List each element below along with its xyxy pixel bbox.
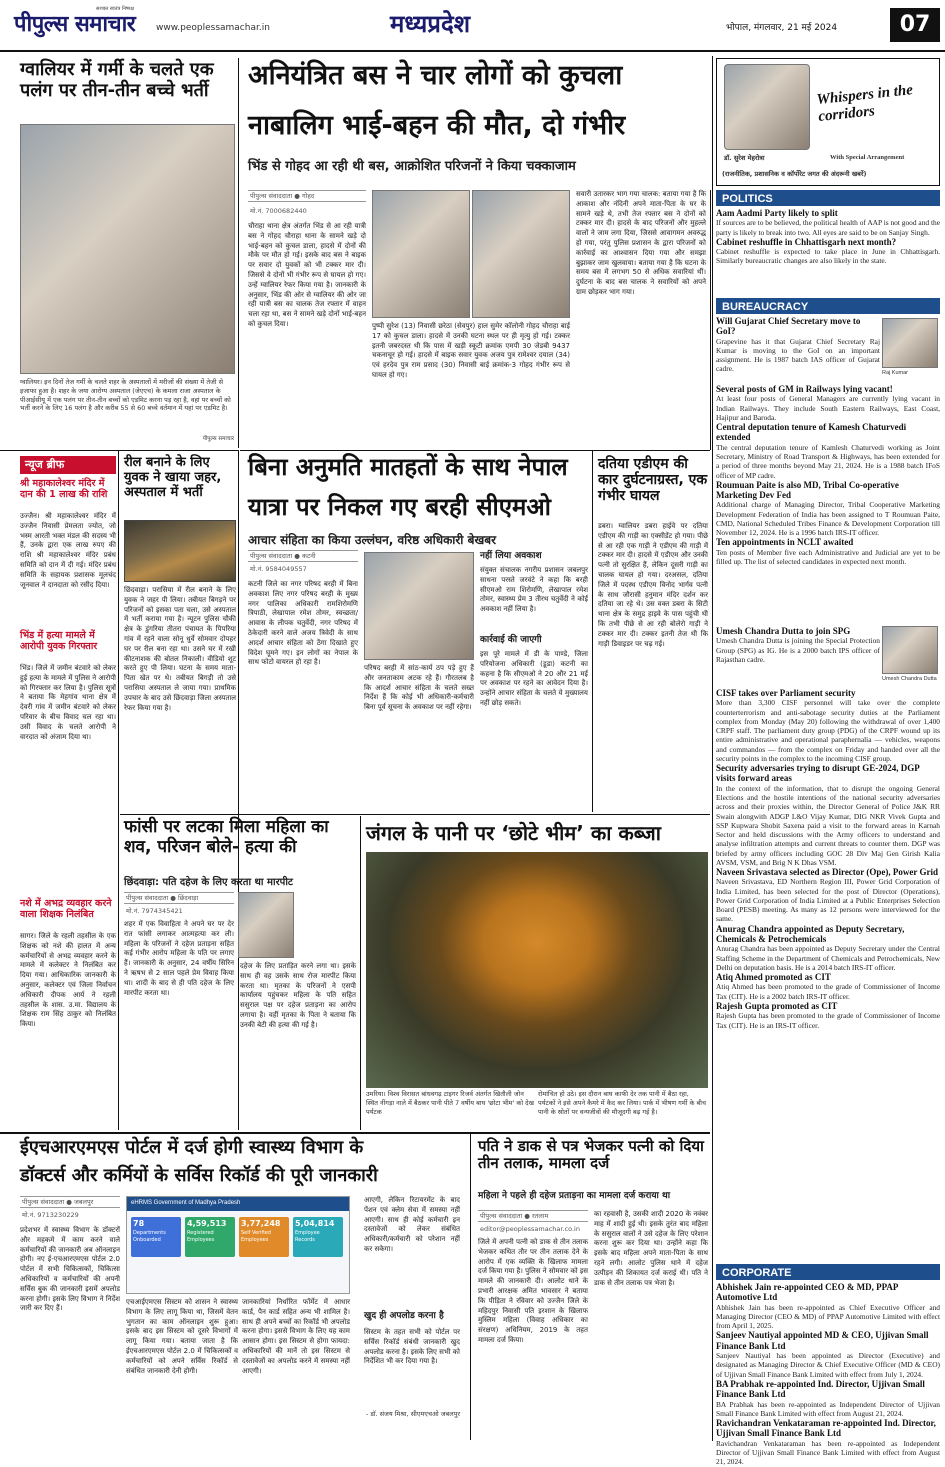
tiger-photo (366, 852, 708, 1088)
reel-headline: रील बनाने के लिए युवक ने खाया जहर, अस्पताल में भर्ती (124, 455, 222, 500)
corporate-body: Sanjeev Nautiyal has been appointed as Director (Executive) and designated as Managing Director & Chief Executive Officer (MD & CEO) of Ujjivan Small Finance Bank Limited with effect from July 1, 2024. (716, 1351, 940, 1379)
masthead-url[interactable]: www.peoplessamachar.in (156, 23, 270, 33)
columnist-name: डॉ. सुरेश मेहरोत्रा (724, 154, 765, 162)
column-divider (238, 450, 239, 1130)
corporate-body: Ravichandran Venkataraman has been re-appointed as Independent Director of Ujjivan Small Finance Bank Limited with effect from August 21, 2024. (716, 1438, 940, 1467)
column-divider (592, 450, 593, 812)
section-rule (0, 1132, 710, 1134)
ehrms-body-col4: आएगी, लेकिन रिटायरमेंट के बाद पेंशन एवं क्लेम सेवा में समस्या नहीं आएगी। साथ ही कोई कर्मचारी इन दस्तावेजों को लेकर संबंधित अधिकारी/कर्मचारी को परेशान नहीं कर सकेगा। (364, 1196, 460, 1253)
bureaucracy-headline: Central deputation tenure of Kamesh Chaturvedi extended (716, 422, 907, 443)
bureaucracy-list-a (716, 384, 940, 624)
section-rule (0, 450, 238, 451)
tiger-headline: जंगल के पानी पर ‘छोटे भीम’ का कब्जा (366, 821, 661, 845)
ehrms-card-value: 5,04,814 (295, 1219, 335, 1228)
ehrms-callout-sign: - डॉ. संजय मिश्रा, सीएमएचओ जबलपुर (365, 1410, 460, 1418)
gwalior-headline: ग्वालियर में गर्मी के चलते एक पलंग पर तीन-तीन बच्चे भर्ती (20, 59, 214, 101)
tiger-caption-left: उमरिया। विश्व विरासत बांधवगढ़ टाइगर रिजर्व अंतर्गत खितौली जोन स्थित नींगड़ा नाले में बैठकर पानी पीते 7 वर्षीय बाघ 'छोटा भीम' को देख पर्यटक (366, 1090, 534, 1116)
bureaucracy-headline: Umesh Chandra Dutta to join SPG (716, 626, 851, 636)
umesh-dutta-photo (882, 626, 938, 674)
hanging-byline: पीपुल्स संवाददाता ● छिंदवाड़ा (124, 892, 234, 904)
corporate-body: Abhishek Jain has been re-appointed as Chief Executive Officer and Managing Director (CEO & MD) of PPAP Automotive Limited with effect from April 1, 2025. (716, 1302, 940, 1331)
reel-hospital-photo (124, 520, 236, 582)
nepal-box-body-2: इस पूरे मामले में डी के पाण्डे, जिला परियोजना अधिकारी (डूडा) कटनी का कहना है कि सीएमओ ने 20 और 21 मई पर अवकाश पर रहने का आवेदन दिया है। उन्होंने आचार संहिता के चलते ये मुख्यालय नहीं छोड़ सकते। (480, 650, 588, 707)
politics-body: Cabinet reshuffle is expected to take place in June in Chhattisgarh. Similarly bureaucratic changes are also likely in the state. (716, 247, 940, 266)
bus-photo-caption: पुष्पी सुरेश (13) निवासी छरेठा (सेवपुर) हाल सुमेर कॉलोनी गोहद चौराहा बाई 17 को कुचल डाला। हादसे में उनकी घटना स्थल पर ही मृत्यु हो गई। टक्कर इतनी जबरदस्त थी कि पास में खड़ी स्कूटी क्रमांक एमपी 30 जेडबी 9437 चकनाचूर हो गई। हादसे में बाइक सवार युवक अजय पुत्र रामेश्वर दयाल (34) एवं हरदेव पुत्र राम प्रसाद (30) निवासी बाई क्रमांक-3 गोहद गंभीर रूप से घायल हो गए। (372, 322, 570, 379)
corporate-headline: Abhishek Jain re-appointed CEO & MD, PPAP Automotive Ltd (716, 1282, 898, 1303)
tiger-caption-right: रोमांचित हो उठे। इस दौरान बाघ काफी देर तक पानी में बैठा रहा, पर्यटकों ने इसे अपने कैमरे में कैद कर लिया। पार्क में भीषण गर्मी के बीच पानी के स्रोतों पर वन्यजीवों की मौजूदगी बढ़ गई है। (538, 1090, 707, 1116)
bureaucracy-body: The central deputation tenure of Kamlesh Chaturvedi working as Joint Secretary, Ministry of Road Transport & Highways, has been extended for a period of three months beyond May 21, 2024. He is a 1988 batch IFoS officer of MP cadre. (716, 442, 940, 480)
brief-body-2: भिंड। जिले में जमीन बंटवारे को लेकर हुई हत्या के मामले में पुलिस ने आरोपी को गिरफ्तार कर लिया है। पुलिस सूत्रों ने बताया कि मेहगांव थाना क्षेत्र में देवरी गांव में जमीन बंटवारे को लेकर परिवार के बीच विवाद चल रहा था। उसी विवाद के चलते आरोपी ने वारदात को अंजाम दिया था। (20, 664, 116, 741)
whispers-title: Whispers in the corridors (815, 82, 914, 125)
bureaucracy-body: At least four posts of General Managers are currently lying vacant in Indian Railways. They include South Eastern Railways, East Coast, Hajipur and Baroda. (716, 394, 940, 422)
masthead-brand[interactable]: पीपुल्स समाचार (14, 12, 136, 37)
ehrms-screen-title: eHRMS Government of Madhya Pradesh (127, 1197, 349, 1211)
hanging-body-2: दहेज के लिए प्रताड़ित करने लगा था। इसके साथ ही वह उसके साथ रोज मारपीट किया करता था। मृतका के परिजनों ने एसपी कार्यालय पहुंचकर महिला के पति सहित ससुराल पक्ष पर दहेज प्रताड़ना का आरोप लगाया है। वहीं मृतका के पिता ने बताया कि उनकी बेटी की हत्या की गई है। (240, 962, 356, 1029)
datia-headline: दतिया एडीएम की कार दुर्घटनाग्रस्त, एक गंभीर घायल (598, 456, 708, 505)
politics-headline: Cabinet reshuffle in Chhattisgarh next month? (716, 236, 897, 247)
datia-body: डबरा। ग्वालियर डबरा हाईवे पर दतिया एडीएम की गाड़ी का एक्सीडेंट हो गया। पीछे से आ रही एक गाड़ी ने एडीएम की गाड़ी में टक्कर मार दी। हादसे में एडीएम और उनकी पत्नी तो सुरक्षित हैं, लेकिन दूसरी गाड़ी का चालक घायल हो गया। दरअसल, दतिया जिले में पदस्थ एडीएम विनोद भार्गव पत्नी के साथ जौरासी हनुमान मंदिर दर्शन कर दतिया जा रहे थे। उस वक्त डबरा के सिटी थाना क्षेत्र के समुद्र हाइवे के पास पहुंची थी कि तभी पीछे से आ रही बोलेरो गाड़ी ने टक्कर मार दी। टक्कर इतनी तेज थी कि गाड़ी डिवाइडर पर चढ़ गई। (598, 522, 708, 648)
brief-headline-3: नशे में अभद्र व्यवहार करने वाला शिक्षक निलंबित (20, 898, 112, 921)
talaq-byline: पीपुल्स संवाददाता ● रतलाम (478, 1210, 588, 1222)
bus-subhead: भिंड से गोहद आ रही थी बस, आक्रोशित परिजनों ने किया चक्काजाम (248, 159, 576, 174)
section-rule (120, 814, 710, 815)
hanging-body: शहर में एक विवाहिता ने अपने घर पर देर रात फांसी लगाकर आत्महत्या कर ली। महिला के परिजनों ने दहेज प्रताड़ना सहित कई गंभीर आरोप महिला के पति पर लगाए हैं। जानकारी के अनुसार, 24 वर्षीय सिरिन ने ऋषभ से 2 साल पहले प्रेम विवाह किया था। शादी के बाद से ही पति दहेज के लिए मारपीट करता था। (124, 920, 234, 997)
nepal-box-head: नहीं लिया अवकाश (480, 551, 542, 561)
bureaucracy-headline: Roumuan Paite is also MD, Tribal Co-operative Marketing Dev Fed (716, 479, 899, 501)
nepal-body-col1: कटनी जिले का नगर परिषद बरही में बिना अवकाश लिए नगर परिषद बरही के मुख्य नगर पालिका अधिकारी रामशिरोमणि त्रिपाठी, लेखापाल रमेश तोमर, स्वच्छता/आवास के लीपक चतुर्वेदी, नगर परिषद में ठेकेदारी करने वाले अजय त्रिवेदी के साथ आदर्श आचार संहिता को ठेंगा दिखाते हुए विदेश घूमने गए। इन लोगों का नेपाल के साथ फोटो वायरल हो रहा है। (248, 580, 358, 667)
bureaucracy-body: Rajesh Gupta has been promoted to the grade of Commissioner of Income Tax (CIT). He is an IRS-IT officer. (716, 1011, 940, 1030)
bus-victim-photo-1 (372, 190, 470, 318)
politics-list (716, 208, 940, 294)
nepal-photo-caption: परिषद बरही में सांठ-कार्य ठप पड़े हुए हैं और जनताकाम अटक रहे हैं। गौरतलब है कि आदर्श आचार संहिता के चलते सख्त निर्देश हैं कि कोई भी अधिकारी-कर्मचारी बिना पूर्व सूचना के अवकाश पर नहीं रहेगा। (364, 664, 474, 712)
bureaucracy-list-b (716, 688, 940, 1260)
bus-body-col1: चौराहा थाना क्षेत्र अंतर्गत भिंड से आ रही यात्री बस ने गोहद चौराहा थाना के सामने खड़े दो भाई-बहन को कुचल डाला, हादसे में दोनों की मौके पर मौत हो गई। इसके बाद बस ने बाइक पर सवार दो युवकों को भी टक्कर मार दी। जिससे वे दोनों भी गंभीर रूप से घायल हो गए। उन्हें ग्वालियर रेफर किया गया है। जानकारी के अनुसार, भिंड की ओर से ग्वालियर की ओर जा रही यात्री बस का चालक तेज रफ्तार में वाहन चला रहा था, बस ने सामने खड़े दोनों भाई-बहन को कुचल दिया। (248, 222, 366, 328)
section-rule (240, 450, 710, 451)
bureaucracy-headline: Naveen Srivastava selected as Director (Ope), Power Grid (716, 867, 938, 878)
bus-mobile: मो.नं. 7000682440 (250, 207, 307, 215)
gwalior-credit: पीपुल्स समाचार (202, 436, 234, 442)
column-divider (710, 190, 711, 450)
brief-body-3: सागर। जिले के रहली तहसील के एक शिक्षक को नशे की हालत में अन्य कर्मचारियों से अभद्र व्यवहार करने के मामले में कलेक्टर ने निलंबित कर दिया गया। आधिकारिक जानकारी के अनुसार, कलेक्टर एवं जिला निर्वाचन अधिकारी दीपक आर्य ने रहली तहसील के शास. उ.मा. विद्यालय के शिक्षक राम सिंह ठाकुर को निलंबित किया। (20, 932, 116, 1029)
ehrms-headline-1: ईएचआरएमएस पोर्टल में दर्ज होगी स्वास्थ्य विभाग के (20, 1137, 364, 1158)
ehrms-mobile: मो.नं. 9713230229 (22, 1211, 79, 1219)
raj-kumar-photo (882, 318, 938, 368)
ehrms-callout-body: सिस्टम के तहत सभी को पोर्टल पर सर्विस रिकॉर्ड संबंधी जानकारी खुद अपलोड करना है। इसके लिए सभी को निर्देशित भी कर दिया गया है। (364, 1328, 460, 1366)
bureaucracy-headline: Will Gujarat Chief Secretary move to GoI? (716, 316, 861, 337)
reel-body: छिंदवाड़ा। परासिया में रील बनाने के लिए युवक ने जहर पी लिया। तबीयत बिगड़ने पर परिजनों को इसका पता चला, उसे अस्पताल में भर्ती कराया गया है। न्यूटन पुलिस चौकी क्षेत्र के डुंगरिया तीतरा पंचायत के पिपरिया गांव में रहने वाला सोनू धुर्वे सोमवार दोपहर घर पर रील बना रहा था। उसने घर में रखी कीटनाशक की बोतल निकाली। वीडियो शूट करते हुए पी लिया। घटना के समय माता-पिता खेत पर थे। तबीयत बिगड़ी तो उसे परासिया अस्पताल ले जाया गया। प्राथमिक उपचार के बाद उसे छिंदवाड़ा जिला अस्पताल रेफर किया गया है। (124, 586, 236, 712)
bureaucracy-headline: Anurag Chandra appointed as Deputy Secretary, Chemicals & Petrochemicals (716, 923, 905, 944)
hanging-victim-photo (238, 892, 294, 958)
bureaucracy-body: Ten posts of Member five each Administrative and Judicial are yet to be filled up. The list of selected candidates in expected next month. (716, 547, 940, 567)
bureaucracy-body: Umesh Chandra Dutta is joining the Special Protection Group (SPG) as IG. He is a 2000 batch IPS officer of Rajasthan cadre. (716, 636, 880, 664)
bureaucracy-headline: Several posts of GM in Railways lying vacant! (716, 384, 893, 394)
hanging-subhead: छिंदवाड़ा: पति दहेज के लिए करता था मारपीट (124, 877, 293, 888)
corporate-list (716, 1282, 940, 1467)
umesh-dutta-label: Umesh Chandra Dutta (882, 676, 937, 682)
brief-body-1: उज्जैन। श्री महाकालेश्वर मंदिर में उज्जैन निवासी प्रेमलता ज्योत, जो भस्म आरती भक्त मंडल की सदस्य भी हैं, उनके द्वारा एक लाख रुपए की राशि श्री महाकालेश्वर मंदिर प्रबंध समिति को दान में दी गई। मंदिर प्रबंध समिति के सहायक प्रशासक मूलचंद जूनवाल ने दानदाता को रसीद दिया। (20, 512, 116, 589)
talaq-body-col2: का रहवासी है, उसकी शादी 2020 के नवंबर माह में शादी हुई थी। इसके तुरंत बाद महिला के ससुराल वालों ने उसे दहेज के लिए परेशान करना शुरू कर दिया था। उन्होंने कहा कि इसके बाद महिला अपने माता-पिता के साथ रहने लगी। आलोट पुलिस थाने में दहेज उत्पीड़न की शिकायत दर्ज कराई थी। पति ने डाक से तीन तलाक पत्र भेजा है। (594, 1210, 708, 1287)
bus-headline-2: नाबालिग भाई-बहन की मौत, दो गंभीर (248, 110, 626, 141)
ehrms-body-col2: एचआईएमएस सिस्टम को शासन ने स्वास्थ्य विभाग के लिए लागू किया था, जिसमें वेतन भुगतान का काम ऑनलाइन शुरू हुआ। इसके बाद इस सिस्टम को दूसरे विभागों में लागू किया गया। बताया जाता है कि ईएचआरएमएस पोर्टल 2.0 में चिकित्सकों व कर्मचारियों को अपने सर्विस रिकॉर्ड से संबंधित जानकारी देनी होगी। (126, 1298, 238, 1375)
ehrms-card-registered (185, 1217, 235, 1257)
corporate-headline: BA Prabhak re-appointed Ind. Director, Ujjivan Small Finance Bank Ltd (716, 1378, 925, 1400)
bureaucracy-body: More than 3,300 CISF personnel will take over the complete counterterrorism and anti-sabotage security duties at the Parliament complex from Monday (May 20) following the withdrawal of over 1,400 CRPF staff. The parliament duty group (PDG) of the CRPF wound up its entire administrative and operational paraphernalia — vehicles, weapons and commandos — from the complex on Friday and handed over all the security points in the complex to the incoming CISF group. (716, 698, 940, 763)
ehrms-callout-head: खुद ही अपलोड करना है (364, 1311, 444, 1321)
politics-label: POLITICS (716, 190, 940, 206)
whispers-tagline: (राजनीतिक, प्रशासनिक व कॉर्पोरेट जगत की अंदरूनी खबरें) (722, 170, 867, 178)
masthead-date: भोपाल, मंगलवार, 21 मई 2024 (726, 23, 838, 33)
raj-kumar-label: Raj Kumar (882, 370, 908, 376)
bureaucracy-label: BUREAUCRACY (716, 298, 940, 314)
columnist-photo (724, 64, 810, 150)
bureaucracy-body: In the context of the information, that to disrupt the ongoing General Elections and the hostile intentions of the national security adversaries across and their proxies within, the Director General of Police J&K RR Swain alongwith ADGP L&O Vijay Kumar, DIG NKR Vivek Gupta and SSP Kupwara Shobit Saxena paid a visit to the forward areas in Karnah Sector and held discussions with the Army officers to understand and analyse infiltration attempts and current threats to counter them. DGP was briefed by army officers including GOC 28 Div Maj Gen Girish Kalia AVSM, VSM, and Brig N K Dhas VSM. (716, 783, 940, 867)
ehrms-card-label: Departments Onboarded (133, 1229, 166, 1243)
ehrms-byline: पीपुल्स संवाददाता ● जबलपुर (20, 1196, 120, 1208)
special-arrangement: With Special Arrangement (830, 154, 905, 161)
bureaucracy-body: Additional charge of Managing Director, Tribal Cooperative Marketing Development Federation of India has been assigned to T Roumuan Paite, CMD, National Scheduled Tribes Finance & Development Corporation till November 12, 2024. He is a 1996 batch IRS-IT officer. (716, 500, 940, 538)
nepal-subhead: आचार संहिता का किया उल्लंघन, वरिष्ठ अधिकारी बेखबर (248, 533, 497, 547)
ehrms-portal-screenshot (126, 1196, 350, 1294)
bus-victim-photo-2 (472, 190, 570, 318)
column-divider (470, 1134, 471, 1440)
corporate-body: BA Prabhak has been re-appointed as Independent Director of Ujjivan Small Finance Bank Limited with effect from August 21, 2024. (716, 1399, 940, 1418)
column-divider (238, 58, 239, 448)
talaq-subhead: महिला ने पहले ही दहेज प्रताड़ना का मामला दर्ज कराया था (478, 1191, 671, 1201)
talaq-email[interactable]: editor@peoplessamachar.co.in (480, 1225, 580, 1233)
nepal-group-photo (364, 552, 474, 660)
page-number: 07 (890, 8, 940, 42)
brief-headline-2: भिंड में हत्या मामले में आरोपी युवक गिरफ्तार (20, 630, 98, 653)
bureaucracy-body: Anurag Chandra has been appointed as Deputy Secretary under the Central Staffing Scheme in the Department of Chemicals and Petrochemicals, New Delhi on deputation basis. He is a 2014 batch IRS-IT officer. (716, 944, 940, 972)
hanging-headline: फांसी पर लटका मिला महिला का शव, परिजन बोले- हत्या की (124, 817, 329, 857)
nepal-headline-1: बिना अनुमति मातहतों के साथ नेपाल (248, 453, 568, 481)
ehrms-card-label: Self Verified Employees (241, 1229, 271, 1243)
bureaucracy-headline: Rajesh Gupta promoted as CIT (716, 1000, 838, 1011)
ehrms-card-value: 4,59,513 (187, 1219, 227, 1228)
bus-headline-1: अनियंत्रित बस ने चार लोगों को कुचला (248, 60, 623, 91)
nepal-byline: पीपुल्स संवाददाता ● कटनी (248, 550, 358, 562)
nepal-box-body: संयुक्त संचालक नगरीय प्रशासन जबलपुर साधना परस्ते जरवंटे ने कहा कि बरही सीएमओ राम शिरोमणि, लेखापाल रमेश तोमर, स्वास्थ्य प्रेम 3 तीरथ चतुर्वेदी ने कोई अवकाश नहीं लिया है। (480, 566, 588, 614)
talaq-body-col1: जिले में अपनी पत्नी को डाक से तीन तलाक भेजकर कथित तौर पर तीन तलाक देने के आरोप में एक व्यक्ति के खिलाफ मामला दर्ज किया गया है। पुलिस ने सोमवार को इस मामले की जानकारी दी। आलोट थाने के प्रभारी आरक्षक अमित भावसार ने बताया कि पीड़िता ने रविवार को उज्जैन जिले के महिदपुर निवासी पति इरशान के खिलाफ मुस्लिम महिला (विवाह अधिकार का संरक्षण) अधिनियम, 2019 के तहत मामला दर्ज किया। (478, 1238, 588, 1344)
sidebar-divider (712, 56, 713, 1441)
nepal-box-head-2: कार्रवाई की जाएगी (480, 635, 542, 645)
section-title: मध्यप्रदेश (390, 10, 471, 38)
corporate-headline: Sanjeev Nautiyal appointed MD & CEO, Ujjivan Small Finance Bank Ltd (716, 1330, 929, 1351)
ehrms-card-value: 78 (133, 1219, 145, 1228)
ehrms-body-col3: जानकारियां निर्धारित फॉर्मेट में आधार कार्ड, पैन कार्ड सहित अन्य भी शामिल है। साथ ही अपने बच्चों का रिकॉर्ड भी अपलोड करना होगा। इससे विभाग के लिए यह काम आसान होगा। इस सिस्टम से होगा फायदा: अधिकारियों की मानें तो इस सिस्टम से दस्तावेजों का अपलोड करने में समस्या नहीं आएगी। (242, 1298, 350, 1375)
corporate-label: CORPORATE (716, 1264, 940, 1280)
bureaucracy-body: Naveen Srivastava, ED Northern Region III, Power Grid Corporation of India Limited, has been selected for the post of Director (Operations), Power Grid Corporation of India Limited at a Public Enterprises Selection Board (PESB) meeting. As many as 12 persons were interviewed for the same. (716, 877, 940, 924)
bureaucracy-item-6 (716, 626, 880, 684)
brief-headline-1: श्री महाकालेश्वर मंदिर में दान की 1 लाख की राशि (20, 478, 108, 501)
ehrms-card-label: Registered Employees (187, 1229, 215, 1243)
column-divider (118, 450, 119, 1130)
bureaucracy-body: Grapevine has it that Gujarat Chief Secretary Raj Kumar is moving to the GoI on an important assignment. He is 1987 batch IAS officer of Gujarat cadre. (716, 336, 880, 374)
bus-body-col3: सवारी उतारकर भाग गया चालक: बताया गया है कि आकाश और नंदिनी अपने माता-पिता के घर के सामने खड़े थे, तभी तेज रफ्तार बस ने दोनों को टक्कर मार दी। हादसे के बाद परिजनों और मुहल्ले वालों ने जाम लगा दिया, जिससे आवागमन अवरुद्ध हो गया, परंतु पुलिस प्रशासन के द्वारा परिजनों को कार्रवाई का आश्वासन दिया गया और समझा बुझाकर जाम खुलवाया। बताया गया है कि घटना के समय बस में लगभग 50 से अधिक सवारियां थीं। दुर्घटना के बाद बस चालक ने सवारियों को अपने ग्राम छोड़कर भाग गया। (576, 190, 706, 296)
bureaucracy-body: Atiq Ahmed has been promoted to the grade of Commissioner of Income Tax (CIT). He is a 2002 batch IRS-IT officer. (716, 982, 940, 1001)
column-divider (360, 816, 361, 1130)
nepal-headline-2: यात्रा पर निकल गए बरही सीएमओ (248, 493, 551, 521)
hanging-mobile: मो.नं. 7974345421 (126, 907, 183, 915)
ehrms-card-departments (131, 1217, 181, 1257)
ehrms-card-label: Employee Records (295, 1229, 320, 1243)
bus-byline: पीपुल्स संवाददाता ● गोहद (248, 190, 366, 202)
nepal-mobile: मो.नं. 9584049557 (250, 565, 307, 573)
bureaucracy-headline: CISF takes over Parliament security (716, 688, 856, 698)
bureaucracy-headline: Security adversaries trying to disrupt GE-2024, DGP visits forward areas (716, 763, 920, 784)
masthead-tagline: सशक्त स्वतंत्र निष्पक्ष (96, 6, 134, 12)
gwalior-hospital-photo (20, 124, 235, 374)
news-brief-label: न्यूज ब्रीफ (20, 456, 116, 474)
politics-body: If sources are to be believed, the political health of AAP is not good and the party is likely to break into two. All eyes are said to be on Sanjay Singh. (716, 218, 940, 237)
bureaucracy-headline: Ten appointments in NCLT awaited (716, 537, 854, 548)
bureaucracy-headline: Atiq Ahmed promoted as CIT (716, 972, 831, 983)
talaq-headline: पति ने डाक से पत्र भेजकर पत्नी को दिया तीन तलाक, मामला दर्ज (478, 1137, 704, 1173)
politics-headline: Aam Aadmi Party likely to split (716, 208, 838, 218)
corporate-headline: Ravichandran Venkataraman re-appointed Ind. Director, Ujjivan Small Finance Bank Ltd (716, 1418, 936, 1439)
bureaucracy-item-1 (716, 316, 880, 380)
ehrms-headline-2: डॉक्टर्स और कर्मियों के सर्विस रिकॉर्ड की पूरी जानकारी (20, 1165, 378, 1186)
gwalior-caption: ग्वालियर। इन दिनों तेज गर्मी के चलते शहर के अस्पतालों में मरीजों की संख्या में तेजी से इजाफा हुआ है। शहर के जया आरोग्य अस्पताल (जेएएच) के कमला राजा अस्पताल के पीआईसीयू में एक पलंग पर तीन-तीन बच्चों को एडमिट करना पड़ रहा है, वहां पर बच्चों को भर्ती करने के लिए 16 पलंग है और करीब 55 से 60 बच्चे वर्तमान में यहां पर एडमिट है। (20, 378, 231, 413)
ehrms-body-col1: प्रदेशभर में स्वास्थ्य विभाग के डॉक्टरों और महकमे में काम करने वाले कर्मचारियों की जानकारी अब ऑनलाइन होगी। नए ई-एचआरएमएस पोर्टल 2.0 पोर्टल में सभी चिकित्सकों, चिकित्सा अधिकारियों व कर्मचारियों की अपनी सर्विस बुक की जानकारी इसमें अपलोड करना होगी। इसके लिए विभाग ने निर्देश जारी कर दिए हैं। (20, 1226, 120, 1313)
ehrms-card-verified (239, 1217, 289, 1257)
ehrms-card-records (293, 1217, 343, 1257)
ehrms-card-value: 3,77,248 (241, 1219, 281, 1228)
